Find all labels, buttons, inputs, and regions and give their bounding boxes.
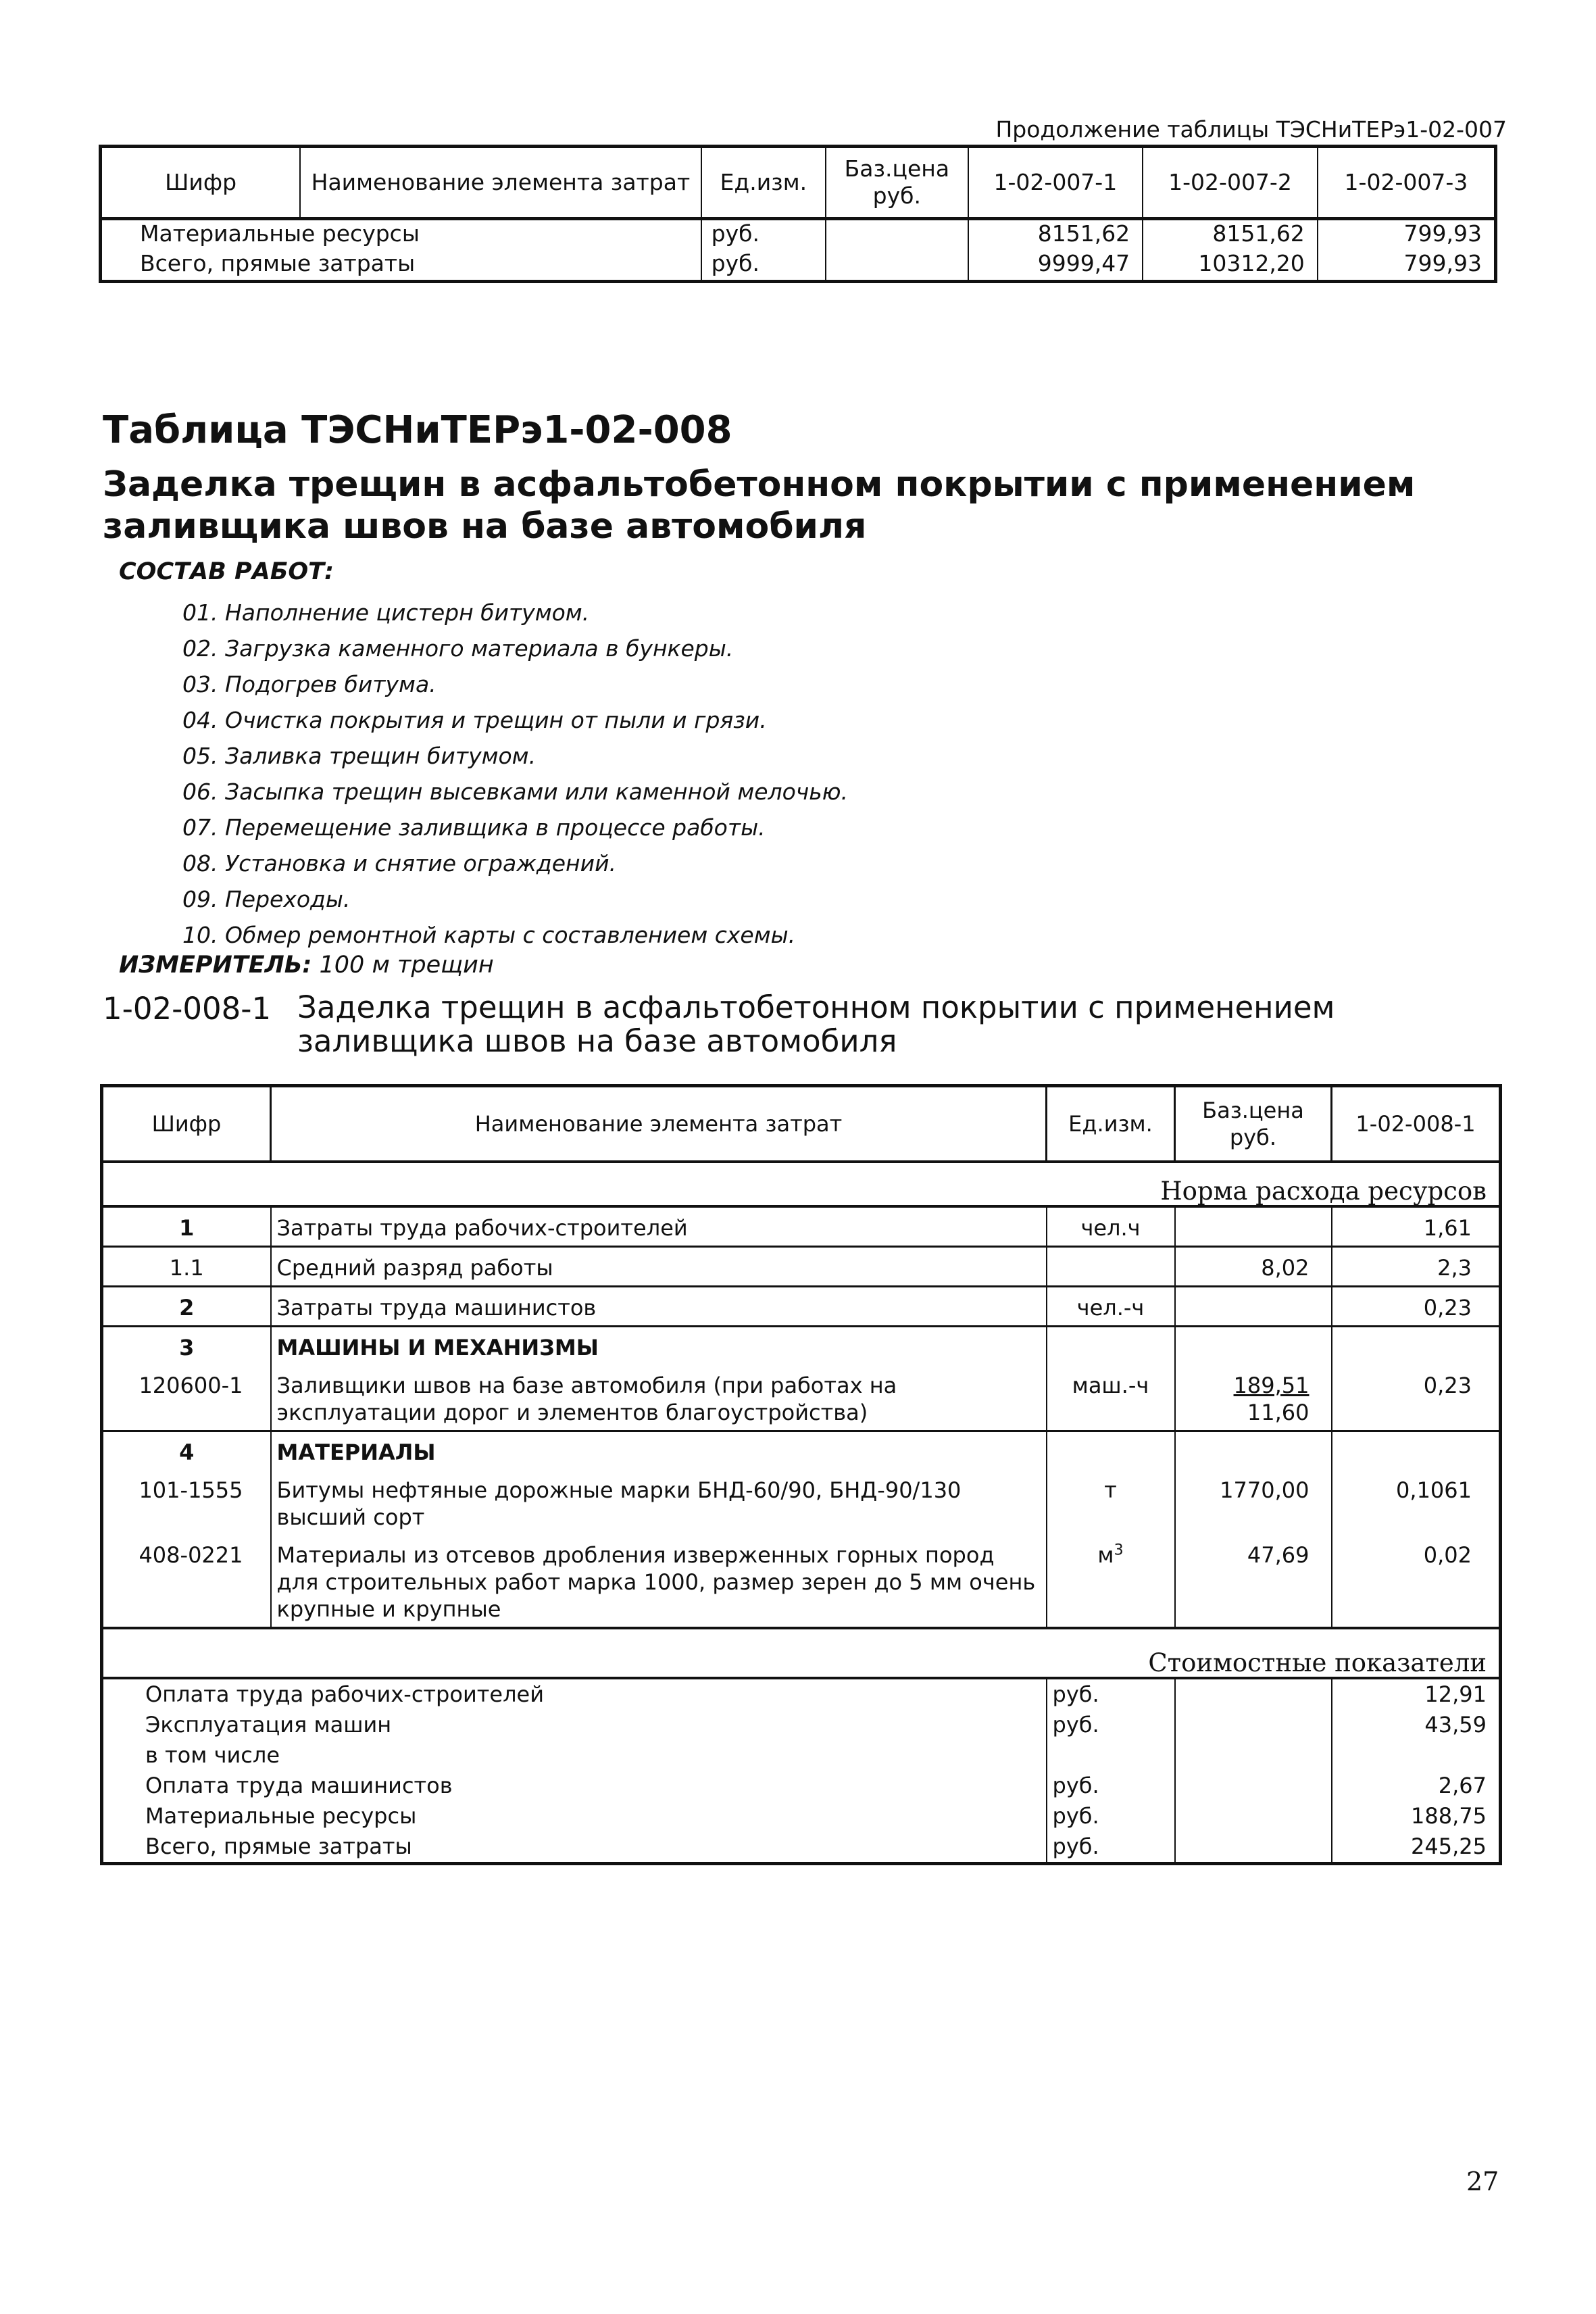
continuation-caption: Продолжение таблицы ТЭСНиТЕРэ1-02-007 — [995, 116, 1507, 143]
header-code: Шифр — [101, 147, 301, 219]
summary-unit: руб. — [1047, 1771, 1175, 1801]
table-row — [102, 1247, 1501, 1287]
summary-price — [1175, 1678, 1332, 1710]
table-row — [102, 1287, 1501, 1327]
row-value-2: 10312,20 — [1143, 250, 1318, 282]
row-value-1: 8151,62 — [968, 220, 1143, 250]
row-name: Битумы нефтяные дорожные марки БНД-60/90, БНД-90/130 высший сорт — [271, 1470, 1047, 1535]
summary-label: Материальные ресурсы — [102, 1801, 1047, 1831]
row-code: 101-1555 — [102, 1470, 271, 1535]
row-unit: чел.ч — [1047, 1206, 1175, 1247]
row-name: Средний разряд работы — [271, 1247, 1047, 1287]
summary-row — [102, 1801, 1501, 1831]
row-value-3: 799,93 — [1403, 250, 1482, 276]
row-value — [1332, 1327, 1501, 1366]
summary-label: Эксплуатация машин — [102, 1710, 1047, 1740]
row-unit-sup: 3 — [1114, 1542, 1124, 1559]
summary-label: Оплата труда рабочих-строителей — [102, 1678, 1047, 1710]
row-code: 408-0221 — [102, 1535, 271, 1628]
list-item: 05. Заливка трещин битумом. — [182, 743, 537, 769]
summary-value: 43,59 — [1424, 1712, 1487, 1738]
row-price — [1175, 1206, 1332, 1247]
section-title: Заделка трещин в асфальтобетонном покрытии с применением заливщика швов на базе автомобиля — [103, 464, 1416, 547]
page-number: 27 — [1466, 2167, 1499, 2196]
table-row — [101, 220, 1496, 250]
row-code: 1.1 — [102, 1247, 271, 1287]
continuation-header-row — [101, 147, 1496, 219]
row-code: 3 — [102, 1327, 271, 1366]
list-item: 09. Переходы. — [182, 886, 351, 912]
row-label: Материальные ресурсы — [101, 220, 701, 250]
row-price-primary: 189,51 — [1233, 1373, 1310, 1398]
summary-value: 2,67 — [1438, 1773, 1487, 1798]
row-name: МАТЕРИАЛЫ — [271, 1431, 1047, 1471]
summary-value: 188,75 — [1411, 1803, 1487, 1829]
summary-row — [102, 1678, 1501, 1710]
item-code: 1-02-008-1 — [103, 991, 272, 1027]
row-value — [1332, 1431, 1501, 1471]
row-value: 0,23 — [1332, 1287, 1501, 1327]
summary-price — [1175, 1740, 1332, 1771]
table-row — [102, 1431, 1501, 1471]
row-price-secondary: 11,60 — [1247, 1400, 1310, 1425]
summary-row — [102, 1740, 1501, 1771]
row-unit-base: м — [1097, 1542, 1114, 1568]
row-name: Затраты труда машинистов — [271, 1287, 1047, 1327]
summary-label: Всего, прямые затраты — [102, 1831, 1047, 1864]
row-unit: т — [1047, 1470, 1175, 1535]
summary-unit: руб. — [1047, 1801, 1175, 1831]
row-price — [826, 250, 968, 282]
row-name: Материалы из отсевов дробления изверженных горных пород для строительных работ марка 1000, размер зерен до 5 мм очень крупные и крупные — [271, 1535, 1047, 1628]
row-price — [1175, 1431, 1332, 1471]
row-value-2: 8151,62 — [1143, 220, 1318, 250]
measure-line — [119, 952, 494, 979]
header-code: Шифр — [102, 1086, 271, 1162]
norm-band — [102, 1162, 1501, 1206]
row-price — [826, 220, 968, 250]
header-name: Наименование элемента затрат — [271, 1086, 1047, 1162]
summary-row — [102, 1710, 1501, 1740]
summary-unit: руб. — [1047, 1678, 1175, 1710]
summary-unit: руб. — [1047, 1710, 1175, 1740]
list-item: 04. Очистка покрытия и трещин от пыли и грязи. — [182, 707, 767, 733]
row-value: 0,23 — [1423, 1373, 1472, 1398]
cost-band — [102, 1628, 1501, 1678]
summary-price — [1175, 1710, 1332, 1740]
table-title: Таблица ТЭСНиТЕРэ1-02-008 — [103, 408, 732, 452]
row-unit — [1047, 1535, 1175, 1628]
work-composition-list — [182, 595, 848, 953]
header-unit: Ед.изм. — [701, 147, 826, 219]
row-price: 8,02 — [1175, 1247, 1332, 1287]
row-unit: руб. — [701, 250, 826, 282]
row-value-1: 9999,47 — [968, 250, 1143, 282]
row-price: 47,69 — [1175, 1535, 1332, 1628]
cost-label: Стоимостные показатели — [102, 1628, 1501, 1678]
header-unit: Ед.изм. — [1047, 1086, 1175, 1162]
row-value: 0,1061 — [1396, 1477, 1472, 1503]
summary-value: 245,25 — [1411, 1833, 1487, 1859]
table-row — [102, 1327, 1501, 1366]
resources-table — [100, 1084, 1502, 1865]
list-item: 07. Перемещение заливщика в процессе работы. — [182, 814, 766, 841]
row-name: Затраты труда рабочих-строителей — [271, 1206, 1047, 1247]
header-col-1: 1-02-007-1 — [968, 147, 1143, 219]
summary-price — [1175, 1771, 1332, 1801]
header-col-3: 1-02-007-3 — [1344, 169, 1468, 195]
summary-label: в том числе — [102, 1740, 1047, 1771]
summary-price — [1175, 1831, 1332, 1864]
row-unit: чел.-ч — [1047, 1287, 1175, 1327]
work-composition-title: СОСТАВ РАБОТ: — [119, 558, 334, 585]
header-price: Баз.цена руб. — [1175, 1086, 1332, 1162]
row-value: 2,3 — [1332, 1247, 1501, 1287]
summary-row — [102, 1771, 1501, 1801]
summary-row — [102, 1831, 1501, 1864]
summary-value — [1332, 1740, 1501, 1771]
item-description: Заделка трещин в асфальтобетонном покрытии с применением заливщика швов на базе автомобиля — [297, 989, 1335, 1059]
row-name: МАШИНЫ И МЕХАНИЗМЫ — [271, 1327, 1047, 1366]
row-price — [1175, 1327, 1332, 1366]
summary-unit — [1047, 1740, 1175, 1771]
table-row — [102, 1535, 1501, 1628]
header-col-2: 1-02-007-2 — [1143, 147, 1318, 219]
row-code: 1 — [102, 1206, 271, 1247]
measure-value: 100 м трещин — [319, 952, 494, 979]
summary-price — [1175, 1801, 1332, 1831]
row-code: 4 — [102, 1431, 271, 1471]
summary-value: 12,91 — [1424, 1681, 1487, 1707]
row-code: 120600-1 — [102, 1365, 271, 1431]
resources-header-row — [102, 1086, 1501, 1162]
header-name: Наименование элемента затрат — [300, 147, 701, 219]
row-label: Всего, прямые затраты — [101, 250, 701, 282]
row-price — [1175, 1287, 1332, 1327]
row-price: 1770,00 — [1175, 1470, 1332, 1535]
norm-label: Норма расхода ресурсов — [102, 1162, 1501, 1206]
row-value: 1,61 — [1423, 1215, 1472, 1241]
list-item: 08. Установка и снятие ограждений. — [182, 850, 617, 877]
row-value: 0,02 — [1423, 1542, 1472, 1568]
row-unit — [1047, 1431, 1175, 1471]
measure-label: ИЗМЕРИТЕЛЬ: — [119, 952, 312, 979]
summary-unit: руб. — [1047, 1831, 1175, 1864]
header-price: Баз.цена руб. — [826, 147, 968, 219]
summary-label: Оплата труда машинистов — [102, 1771, 1047, 1801]
table-row — [101, 250, 1496, 282]
table-row — [102, 1365, 1501, 1431]
continuation-table — [99, 145, 1497, 283]
row-price — [1175, 1365, 1332, 1431]
row-unit — [1047, 1247, 1175, 1287]
row-name: Заливщики швов на базе автомобиля (при работах на эксплуатации дорог и элементов благоустройства) — [271, 1365, 1047, 1431]
row-code: 2 — [102, 1287, 271, 1327]
list-item: 01. Наполнение цистерн битумом. — [182, 599, 590, 626]
row-unit: маш.-ч — [1047, 1365, 1175, 1431]
list-item: 02. Загрузка каменного материала в бункеры. — [182, 635, 734, 662]
table-row — [102, 1470, 1501, 1535]
header-col: 1-02-008-1 — [1355, 1111, 1476, 1137]
list-item: 03. Подогрев битума. — [182, 671, 437, 697]
row-unit — [1047, 1327, 1175, 1366]
list-item: 06. Засыпка трещин высевками или каменной мелочью. — [182, 779, 849, 805]
row-value-3: 799,93 — [1403, 220, 1482, 247]
row-unit: руб. — [701, 220, 826, 250]
table-row — [102, 1206, 1501, 1247]
list-item: 10. Обмер ремонтной карты с составлением схемы. — [182, 922, 796, 948]
